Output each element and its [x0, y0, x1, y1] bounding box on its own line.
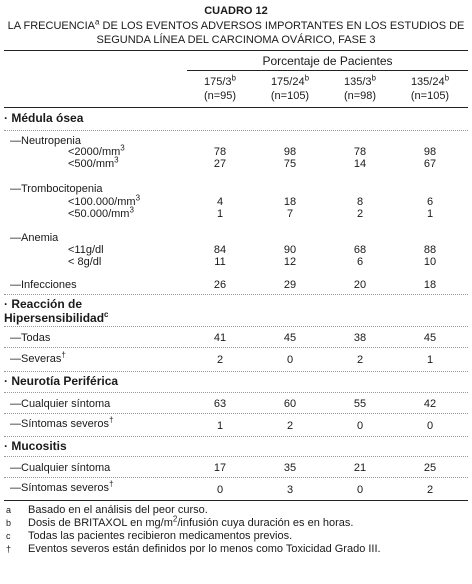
table-cell: 0	[356, 420, 364, 432]
table-cell: 67	[423, 158, 437, 170]
table-cell: 1	[216, 208, 224, 220]
section-divider	[4, 392, 468, 393]
table-cell: 1	[426, 354, 434, 366]
footnote: a Basado en el análisis del peor curso.	[6, 504, 208, 516]
table-number: CUADRO 12	[204, 5, 268, 17]
footnote: c Todas las pacientes recibieron medicamentos previos.	[6, 530, 293, 542]
section-divider	[4, 294, 468, 295]
table-cell: 75	[283, 158, 297, 170]
table-cell: 2	[286, 420, 294, 432]
table-cell: 6	[356, 256, 364, 268]
table-cell: 3	[286, 484, 294, 496]
table-cell: 35	[283, 462, 297, 474]
footnote: b Dosis de BRITAXOL en $mg/m^2$/infusión cuya duración es en horas.	[6, 514, 354, 529]
section-divider	[4, 371, 468, 372]
row-label: $<100.000/mm^3$	[68, 193, 141, 208]
table-cell: 12	[283, 256, 297, 268]
table-cell: 42	[423, 398, 437, 410]
table-cell: 38	[353, 332, 367, 344]
row-label: < 8g/dl	[68, 256, 102, 268]
table-cell: 90	[283, 244, 297, 256]
table-cell: 68	[353, 244, 367, 256]
column-header: 175/3$^b$ (n=95)	[203, 73, 237, 102]
table-cell: 0	[286, 354, 294, 366]
row-label: $<500/mm^3$	[68, 155, 119, 170]
table-caption: LA FRECUENCIA$^a$ DE LOS EVENTOS ADVERSOS IMPORTANTES EN LOS ESTUDIOS DE SEGUNDA LÍNEA DEL CARCINOMA OVÁRICO, FASE 3	[7, 17, 465, 46]
table-cell: 60	[283, 398, 297, 410]
group-rule	[187, 70, 468, 71]
table-cell: 29	[283, 279, 297, 291]
table-cell: 8	[356, 196, 364, 208]
table-cell: 6	[426, 196, 434, 208]
row-label: —Infecciones	[10, 279, 77, 291]
row-label: —Todas	[10, 332, 51, 344]
section-heading: · Neurotía Periférica	[4, 374, 119, 388]
table-cell: 41	[213, 332, 227, 344]
table-cell: 4	[216, 196, 224, 208]
row-label: —Neutropenia	[10, 135, 81, 147]
table-cell: 45	[283, 332, 297, 344]
column-header: 135/24$^b$ (n=105)	[410, 73, 450, 102]
section-divider	[4, 456, 468, 457]
table-cell: 17	[213, 462, 227, 474]
table-cell: 84	[213, 244, 227, 256]
section-divider	[4, 130, 468, 131]
top-rule	[4, 50, 468, 51]
table-cell: 1	[426, 208, 434, 220]
section-divider	[4, 436, 468, 437]
header-rule	[4, 107, 468, 108]
table-cell: 14	[353, 158, 367, 170]
table-cell: 0	[216, 484, 224, 496]
table-cell: 63	[213, 398, 227, 410]
row-label: —Anemia	[10, 232, 59, 244]
table-cell: 2	[426, 484, 434, 496]
row-label: <11g/dl	[68, 244, 104, 256]
row-label: —Síntomas severos†	[10, 415, 114, 430]
table-cell: 10	[423, 256, 437, 268]
table-cell: 98	[423, 146, 437, 158]
section-heading: · Médula ósea	[4, 111, 84, 125]
table-cell: 0	[426, 420, 434, 432]
row-divider	[4, 347, 468, 348]
table-cell: 21	[353, 462, 367, 474]
row-divider	[4, 477, 468, 478]
section-divider	[4, 326, 468, 327]
footnote: † Eventos severos están definidos por lo menos como Toxicidad Grado III.	[6, 543, 381, 555]
table-cell: 45	[423, 332, 437, 344]
table-cell: 78	[213, 146, 227, 158]
row-divider	[4, 413, 468, 414]
table-cell: 18	[423, 279, 437, 291]
table-cell: 20	[353, 279, 367, 291]
table-cell: 2	[356, 208, 364, 220]
table-cell: 2	[356, 354, 364, 366]
table-cell: 78	[353, 146, 367, 158]
row-label: —Síntomas severos†	[10, 479, 114, 494]
row-label: —Cualquier síntoma	[10, 398, 111, 410]
table-cell: 18	[283, 196, 297, 208]
table-cell: 0	[356, 484, 364, 496]
table-cell: 26	[213, 279, 227, 291]
column-header: 135/3$^b$ (n=98)	[343, 73, 377, 102]
table-cell: 7	[286, 208, 294, 220]
row-label: —Cualquier síntoma	[10, 462, 111, 474]
table-cell: 25	[423, 462, 437, 474]
table-cell: 88	[423, 244, 437, 256]
table-cell: 27	[213, 158, 227, 170]
section-heading: · Mucositis	[4, 439, 67, 453]
row-label: —Trombocitopenia	[10, 183, 103, 195]
table-cell: 55	[353, 398, 367, 410]
section-heading: · Reacción de Hipersensibilidad$^c$	[4, 297, 109, 325]
table-cell: 1	[216, 420, 224, 432]
row-label: —Severas†	[10, 350, 66, 365]
column-header: 175/24$^b$ (n=105)	[270, 73, 310, 102]
table-cell: 11	[214, 256, 226, 268]
table-cell: 2	[216, 354, 224, 366]
group-header: Porcentaje de Pacientes	[262, 54, 393, 68]
table-cell: 98	[283, 146, 297, 158]
row-label: $<2000/mm^3$	[68, 143, 125, 158]
row-label: $<50.000/mm^3$	[68, 205, 134, 220]
bottom-rule	[4, 500, 468, 501]
